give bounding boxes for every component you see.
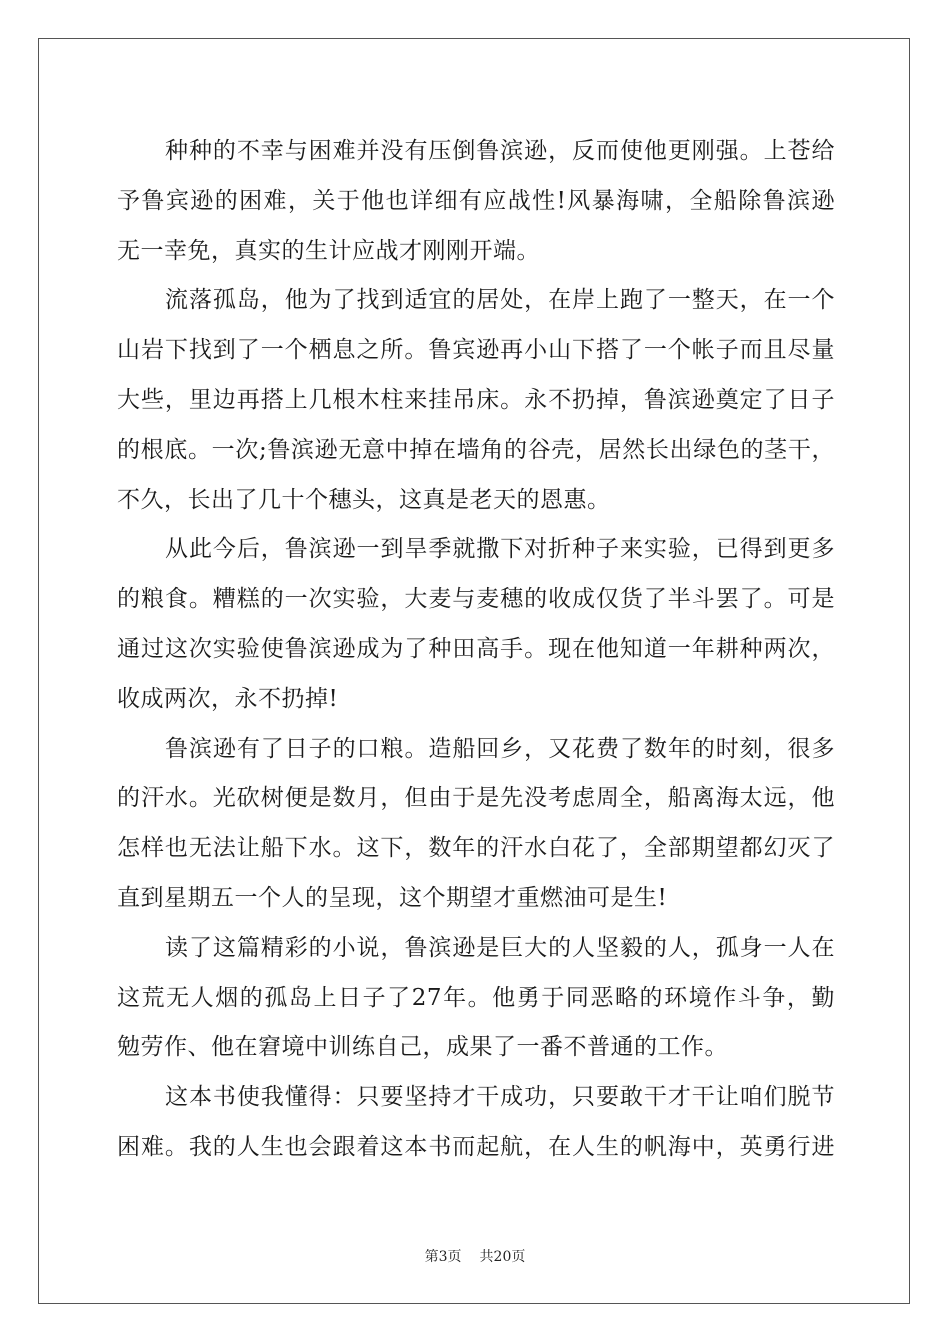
text-line: 直到星期五一个人的呈现，这个期望才重燃油可是生!	[117, 884, 668, 911]
text-line: 这荒无人烟的孤岛上日子了27年。他勇于同恶略的环境作斗争，勤	[117, 984, 835, 1011]
page-total: 共20页	[479, 1249, 526, 1265]
text-line: 流落孤岛，他为了找到适宜的居处，在岸上跑了一整天，在一个	[165, 287, 835, 314]
text-line: 山岩下找到了一个栖息之所。鲁宾逊再小山下搭了一个帐子而且尽量	[117, 337, 835, 364]
text-line: 无一幸免，真实的生计应战才刚刚开端。	[117, 237, 540, 264]
text-line: 的粮食。糟糕的一次实验，大麦与麦穗的收成仅货了半斗罢了。可是	[117, 586, 835, 613]
document-body	[117, 127, 835, 1173]
text-line: 从此今后，鲁滨逊一到旱季就撒下对折种子来实验，已得到更多	[165, 536, 835, 563]
text-line: 大些，里边再搭上几根木柱来挂吊床。永不扔掉，鲁滨逊奠定了日子	[117, 386, 835, 413]
text-line: 不久，长出了几十个穗头，这真是老天的恩惠。	[117, 486, 611, 513]
text-line: 的根底。一次;鲁滨逊无意中掉在墙角的谷壳，居然长出绿色的茎干，	[117, 436, 835, 463]
text-line: 读了这篇精彩的小说，鲁滨逊是巨大的人坚毅的人，孤身一人在	[165, 934, 835, 961]
text-line: 怎样也无法让船下水。这下，数年的汗水白花了，全部期望都幻灭了	[117, 835, 835, 862]
page-footer	[0, 1246, 950, 1266]
text-line: 这本书使我懂得：只要坚持才干成功，只要敢干才干让咱们脱节	[165, 1084, 835, 1111]
page-number: 第3页	[424, 1249, 462, 1265]
text-line: 予鲁宾逊的困难，关于他也详细有应战性!风暴海啸，全船除鲁滨逊	[117, 187, 835, 214]
text-line: 困难。我的人生也会跟着这本书而起航，在人生的帆海中，英勇行进	[117, 1133, 835, 1160]
text-line: 通过这次实验使鲁滨逊成为了种田高手。现在他知道一年耕种两次，	[117, 635, 835, 662]
text-line: 鲁滨逊有了日子的口粮。造船回乡，又花费了数年的时刻，很多	[165, 735, 835, 762]
text-line: 种种的不幸与困难并没有压倒鲁滨逊，反而使他更刚强。上苍给	[165, 138, 835, 164]
text-line: 的汗水。光砍树便是数月，但由于是先没考虑周全，船离海太远，他	[117, 785, 835, 812]
text-line: 收成两次，永不扔掉!	[117, 685, 339, 712]
text-line: 勉劳作、他在窘境中训练自己，成果了一番不普通的工作。	[117, 1034, 728, 1061]
